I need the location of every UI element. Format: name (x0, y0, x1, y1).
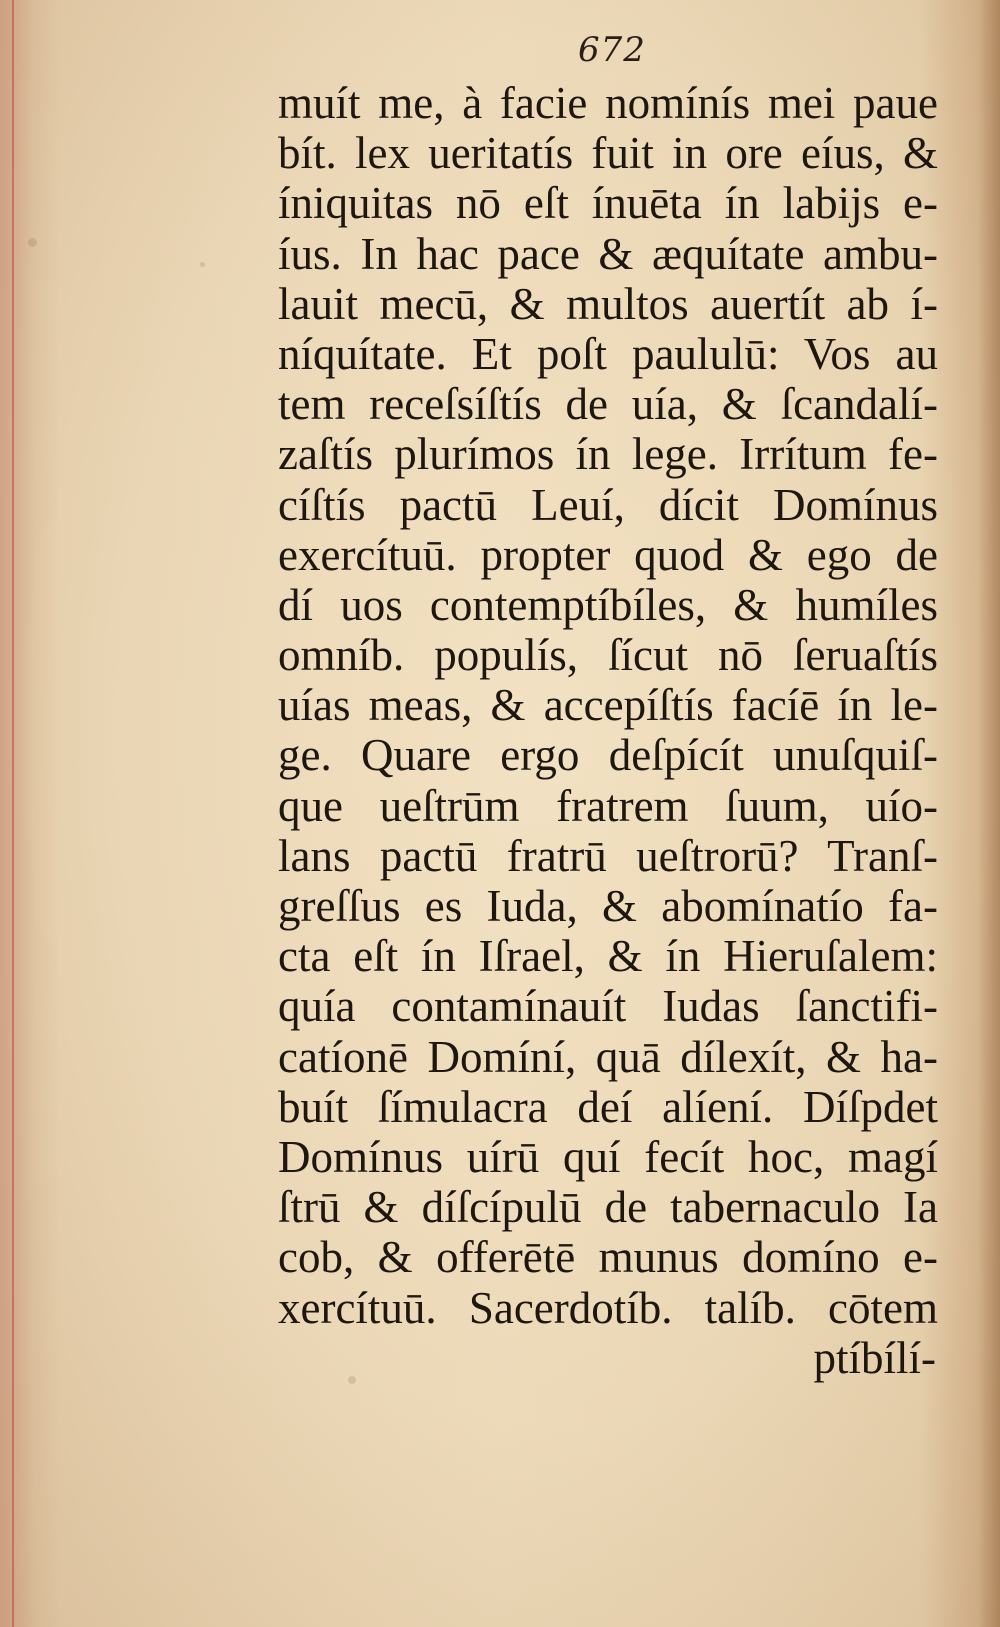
text-line: buít ſímulacra deí alíení. Díſpdet (278, 1081, 938, 1132)
text-line: cíſtís pactū Leuí, dícit Domínus (278, 479, 938, 530)
text-line: uías meas, & accepíſtís facíē ín le- (278, 680, 938, 731)
text-line: lauit mecū, & multos auertít ab í- (278, 278, 938, 329)
text-line: quía contamínauít Iudas ſanctifi- (278, 981, 938, 1032)
text-line: Domínus uírū quí fecít hoc, magí (278, 1131, 938, 1182)
paper-spot (200, 262, 205, 267)
text-line: lans pactū fratrū ueſtrorū? Tranſ- (278, 830, 938, 881)
text-line: que ueſtrūm fratrem ſuum, uío- (278, 780, 938, 831)
text-line: greſſus es Iuda, & abomínatío fa- (278, 881, 938, 931)
text-line: íus. In hac pace & æquítate ambu- (278, 228, 938, 279)
text-line: bít. lex ueritatís fuit in ore eíus, & (278, 128, 938, 179)
text-line: íniquitas nō eſt ínuēta ín labijs e- (278, 178, 938, 229)
text-line: cta eſt ín Iſrael, & ín Hieruſalem: (278, 931, 938, 982)
page-right-edge (978, 0, 1000, 1627)
text-line: ſtrū & díſcípulū de tabernaculo Ia (278, 1182, 938, 1233)
text-line: cob, & offerētē munus domíno e- (278, 1232, 938, 1283)
text-line: níquítate. Et poſt paululū: Vos au (278, 328, 938, 379)
text-line: tem receſsíſtís de uía, & ſcandalí- (278, 379, 938, 430)
text-line: xercítuū. Sacerdotíb. talíb. cōtem (278, 1282, 938, 1333)
text-line: ge. Quare ergo deſpícít unuſquiſ- (278, 730, 938, 781)
gutter-red-edge (12, 0, 14, 1627)
text-line: exercítuū. propter quod & ego de (278, 529, 938, 580)
text-line: zaſtís plurímos ín lege. Irrítum fe- (278, 429, 938, 480)
page-number: 672 (578, 30, 646, 70)
text-line: dí uos contemptíbíles, & humíles (278, 579, 938, 630)
text-line: catíonē Domíní, quā dílexít, & ha- (278, 1031, 938, 1082)
text-line: muít me, à facie nomínís mei paue (278, 78, 938, 128)
catchword: ptíbílí- (813, 1332, 936, 1383)
text-line: omníb. populís, ſícut nō ſeruaſtís (278, 630, 938, 681)
body-text (278, 78, 938, 1383)
paper-spot (28, 238, 37, 247)
